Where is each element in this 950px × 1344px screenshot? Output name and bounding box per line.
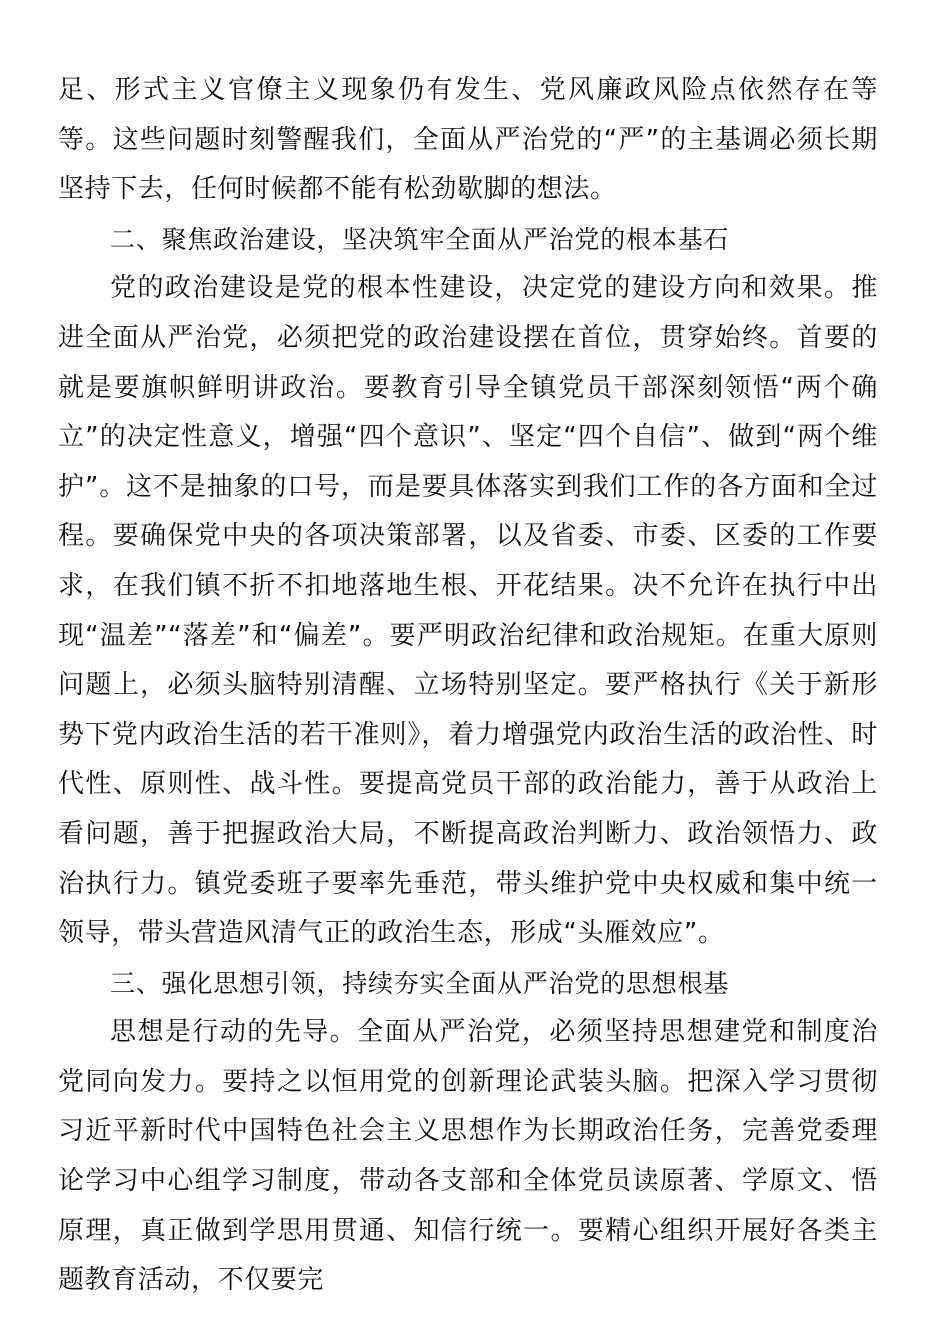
section-heading-ideological-guidance: 三、强化思想引领，持续夯实全面从严治党的思想根基 — [110, 968, 730, 998]
paragraph-political-construction: 党的政治建设是党的根本性建设，决定党的建设方向和效果。推进全面从严治党，必须把党的政治建设摆在首位，贯穿始终。首要的就是要旗帜鲜明讲政治。要教育引导全镇党员干部深刻领悟“两个确立”的决定性意义，增强“四个意识”、坚定“四个自信”、做到“两个维护”。这不是抽象的口号，而是要具体落实到我们工作的各方面和全过程。要确保党中央的各项决策部署，以及省委、市委、区委的工作要求，在我们镇不折不扣地落地生根、开花结果。决不允许在执行中出现“温差”“落差”和“偏差”。要严明政治纪律和政治规矩。在重大原则问题上，必须头脑特别清醒、立场特别坚定。要严格执行《关于新形势下党内政治生活的若干准则》，着力增强党内政治生活的政治性、时代性、原则性、战斗性。要提高党员干部的政治能力，善于从政治上看问题，善于把握政治大局，不断提高政治判断力、政治领悟力、政治执行力。镇党委班子要率先垂范，带头维护党中央权威和集中统一领导，带头营造风清气正的政治生态，形成“头雁效应”。 — [58, 273, 878, 949]
paragraph-ideological-guidance: 思想是行动的先导。全面从严治党，必须坚持思想建党和制度治党同向发力。要持之以恒用党的创新理论武装头脑。把深入学习贯彻习近平新时代中国特色社会主义思想作为长期政治任务，完善党委理论学习中心组学习制度，带动各支部和全体党员读原著、学原文、悟原理，真正做到学思用贯通、知信行统一。要精心组织开展好各类主题教育活动，不仅要完 — [58, 1017, 878, 1296]
section-heading-political-construction: 二、聚焦政治建设，坚决筑牢全面从严治党的根本基石 — [110, 224, 730, 254]
document-body — [58, 66, 878, 1306]
paragraph-continuation: 足、形式主义官僚主义现象仍有发生、党风廉政风险点依然存在等等。这些问题时刻警醒我们，全面从严治党的“严”的主基调必须长期坚持下去，任何时候都不能有松劲歇脚的想法。 — [58, 75, 878, 205]
